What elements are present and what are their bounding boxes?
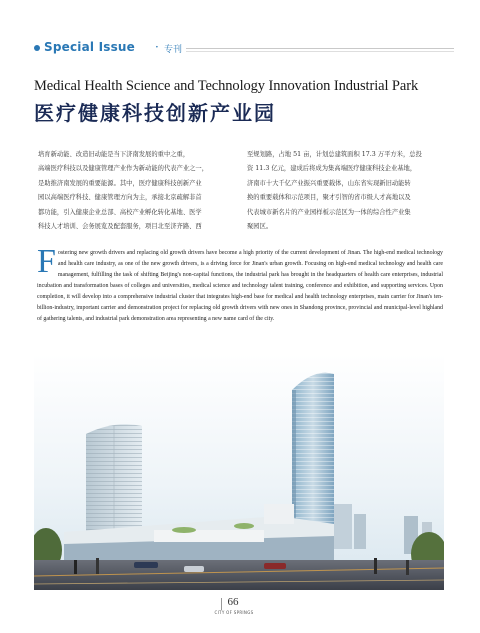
footer-rule: [221, 598, 222, 610]
header-rule-secondary: [186, 51, 454, 52]
body-cn-line: 至规划路，占地 51 亩，计划总建筑面积 17.3 万平方米，总投: [247, 151, 422, 158]
article-title-cn: 医疗健康科技创新产业园: [34, 101, 276, 125]
body-cn-line: 培育新动能、改造旧动能是当下济南发展的重中之重，: [38, 151, 190, 158]
section-separator: ·: [155, 40, 159, 54]
footer-label: CITY OF SPRINGS: [214, 610, 254, 615]
body-cn-line: 换的重要载体和示范项目，聚才引智的省市级人才高地以及: [247, 194, 411, 202]
drop-cap: F: [37, 243, 56, 280]
body-en-paragraph: [37, 243, 443, 325]
body-cn-line: 高端医疗科技以及健康管理产业作为新动能的代表产业之一，: [38, 165, 209, 173]
body-cn-line: 都功能，引入健康企业总部、高校产业孵化转化基地、医学: [38, 208, 202, 216]
body-cn-line: 代表城市新名片的产业园样板示范区为一体的综合性产业集: [247, 208, 411, 216]
body-cn-left-column: [38, 148, 233, 234]
body-cn-line: 聚园区。: [247, 223, 273, 231]
body-cn-line: 园以高端医疗科技、健康管理方向为主，承接北京疏解非首: [38, 194, 202, 202]
section-header: [34, 40, 454, 56]
bullet-icon: [34, 45, 40, 51]
page-number: 66: [227, 596, 239, 608]
park-rendering-image: [34, 354, 444, 590]
body-cn-line: 济南市十大千亿产业振兴重要载体，山东省实现新旧动能转: [247, 179, 411, 187]
body-cn-line: 是助推济南发展的重要能源。其中，医疗健康科技创新产业: [38, 179, 202, 187]
body-cn-line: 科技人才培训、会务展览及配套服务，项目北至济齐路、西: [38, 223, 202, 231]
body-cn-right-column: [247, 148, 442, 234]
body-en-text: ostering new growth drivers and replacing old growth drivers have become a high priority of the current development of Jinan. The high-end medical technology and health care industry, as one of the new growth drivers, is a driving force for Jinan's urban growth. Focusing on high-end medical technology and health care management, fulfilling the task of shifting Beijing's non-capital functions, the industrial park has brought in the headquarters of health care enterprises, industrial incubation and transformation bases of colleges and universities, medical science and technology talent training, conference and exhibition, and supporting services. Upon completion, it will develop into a comprehensive industrial cluster that integrates high-end base for medical and health technology enterprises, main carrier for Jinan's ten-billion-industry, important carrier and demonstration project for replacing old growth drivers with new ones in Shandong province, provincial and municipal-level highland of gathering talents, and industrial park demonstration area representing a new name card of the city.: [37, 250, 443, 322]
article-title-en: Medical Health Science and Technology Innovation Industrial Park: [34, 78, 419, 94]
section-label-cn: 专刊: [164, 45, 183, 55]
header-rule: [186, 48, 454, 49]
section-label-en: Special Issue: [44, 40, 136, 54]
body-cn-line: 资 11.3 亿元，建成后将成为集高端医疗健康科技企业基地，: [247, 165, 417, 173]
